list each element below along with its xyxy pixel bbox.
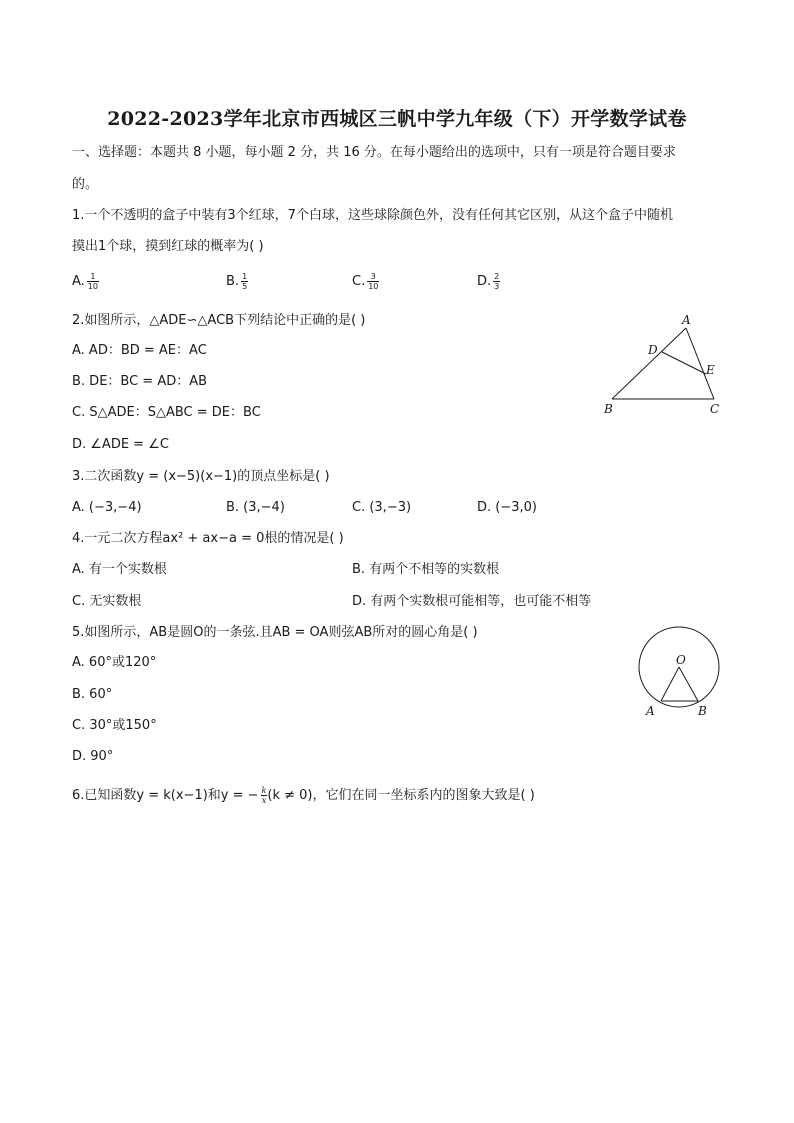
q5-option-d[interactable]: D. 90° [72,749,114,764]
q4-option-d[interactable]: D. 有两个实数根可能相等，也可能不相等 [352,594,592,609]
option-label: C. [352,274,366,289]
label-a: A [682,313,691,327]
section-header-line1: 一、选择题：本题共 8 小题，每小题 2 分，共 16 分。在每小题给出的选项中，只有一项是符合题目要求 [72,145,676,160]
label-d: D [648,343,658,357]
q2-option-b[interactable]: B. DE：BC = AD：AB [72,374,208,389]
q4-option-b[interactable]: B. 有两个不相等的实数根 [352,562,500,577]
q1-option-d[interactable] [477,272,500,291]
q1-option-b[interactable] [226,272,248,291]
q1-stem-line1: 1.一个不透明的盒子中装有3个红球，7个白球，这些球除颜色外，没有任何其它区别，从这个盒子中随机 [72,208,673,223]
label-c: C [710,402,720,416]
q3-option-a[interactable]: A. (−3,−4) [72,500,142,515]
fraction: $\frac{3}{10}$ [368,272,379,291]
radius-ob [679,667,698,701]
radius-oa [661,667,679,701]
q3-option-c[interactable]: C. (3,−3) [352,500,412,515]
side-ab [612,328,686,399]
label-b: B [698,704,707,718]
q3-option-b[interactable]: B. (3,−4) [226,500,285,515]
fraction: $\frac{1}{10}$ [87,272,98,291]
fraction: $\frac{2}{3}$ [494,272,500,291]
option-label: B. [226,274,240,289]
q6-stem-after: (k ≠ 0)，它们在同一坐标系内的图象大致是( ) [267,788,535,803]
q6-stem-before: 6.已知函数y = k(x−1)和y = − [72,788,259,803]
q6-stem [72,786,535,805]
label-e: E [706,363,715,377]
q2-stem: 2.如图所示，△ADE∽△ACB下列结论中正确的是( ) [72,313,366,328]
section-header-line2: 的。 [72,177,99,192]
fraction: $\frac{k}{x}$ [261,786,267,805]
q5-option-b[interactable]: B. 60° [72,687,113,702]
q4-option-a[interactable]: A. 有一个实数根 [72,562,167,577]
q5-option-c[interactable]: C. 30°或150° [72,718,157,733]
q4-stem: 4.一元二次方程ax² + ax−a = 0根的情况是( ) [72,531,344,546]
q2-option-c[interactable]: C. S△ADE：S△ABC = DE：BC [72,405,261,420]
option-label: D. [477,274,492,289]
q5-stem: 5.如图所示，AB是圆O的一条弦.且AB = OA则弦AB所对的圆心角是( ) [72,625,478,640]
circle-figure [632,624,728,720]
q3-option-d[interactable]: D. (−3,0) [477,500,537,515]
label-a: A [646,704,655,718]
q2-option-d[interactable]: D. ∠ADE = ∠C [72,437,169,452]
fraction: $\frac{1}{5}$ [242,272,248,291]
q2-option-a[interactable]: A. AD：BD = AE：AC [72,343,207,358]
triangle-figure [596,310,731,422]
q4-option-c[interactable]: C. 无实数根 [72,594,142,609]
q1-stem-line2: 摸出1个球，摸到红球的概率为( ) [72,239,264,254]
label-b: B [604,402,613,416]
q5-option-a[interactable]: A. 60°或120° [72,655,157,670]
q3-stem: 3.二次函数y = (x−5)(x−1)的顶点坐标是( ) [72,469,330,484]
q1-option-a[interactable] [72,272,99,291]
label-o: O [676,653,686,667]
option-label: A. [72,274,85,289]
q1-option-c[interactable] [352,272,379,291]
page-title: 2022-2023学年北京市西城区三帆中学九年级（下）开学数学试卷 [107,108,687,130]
